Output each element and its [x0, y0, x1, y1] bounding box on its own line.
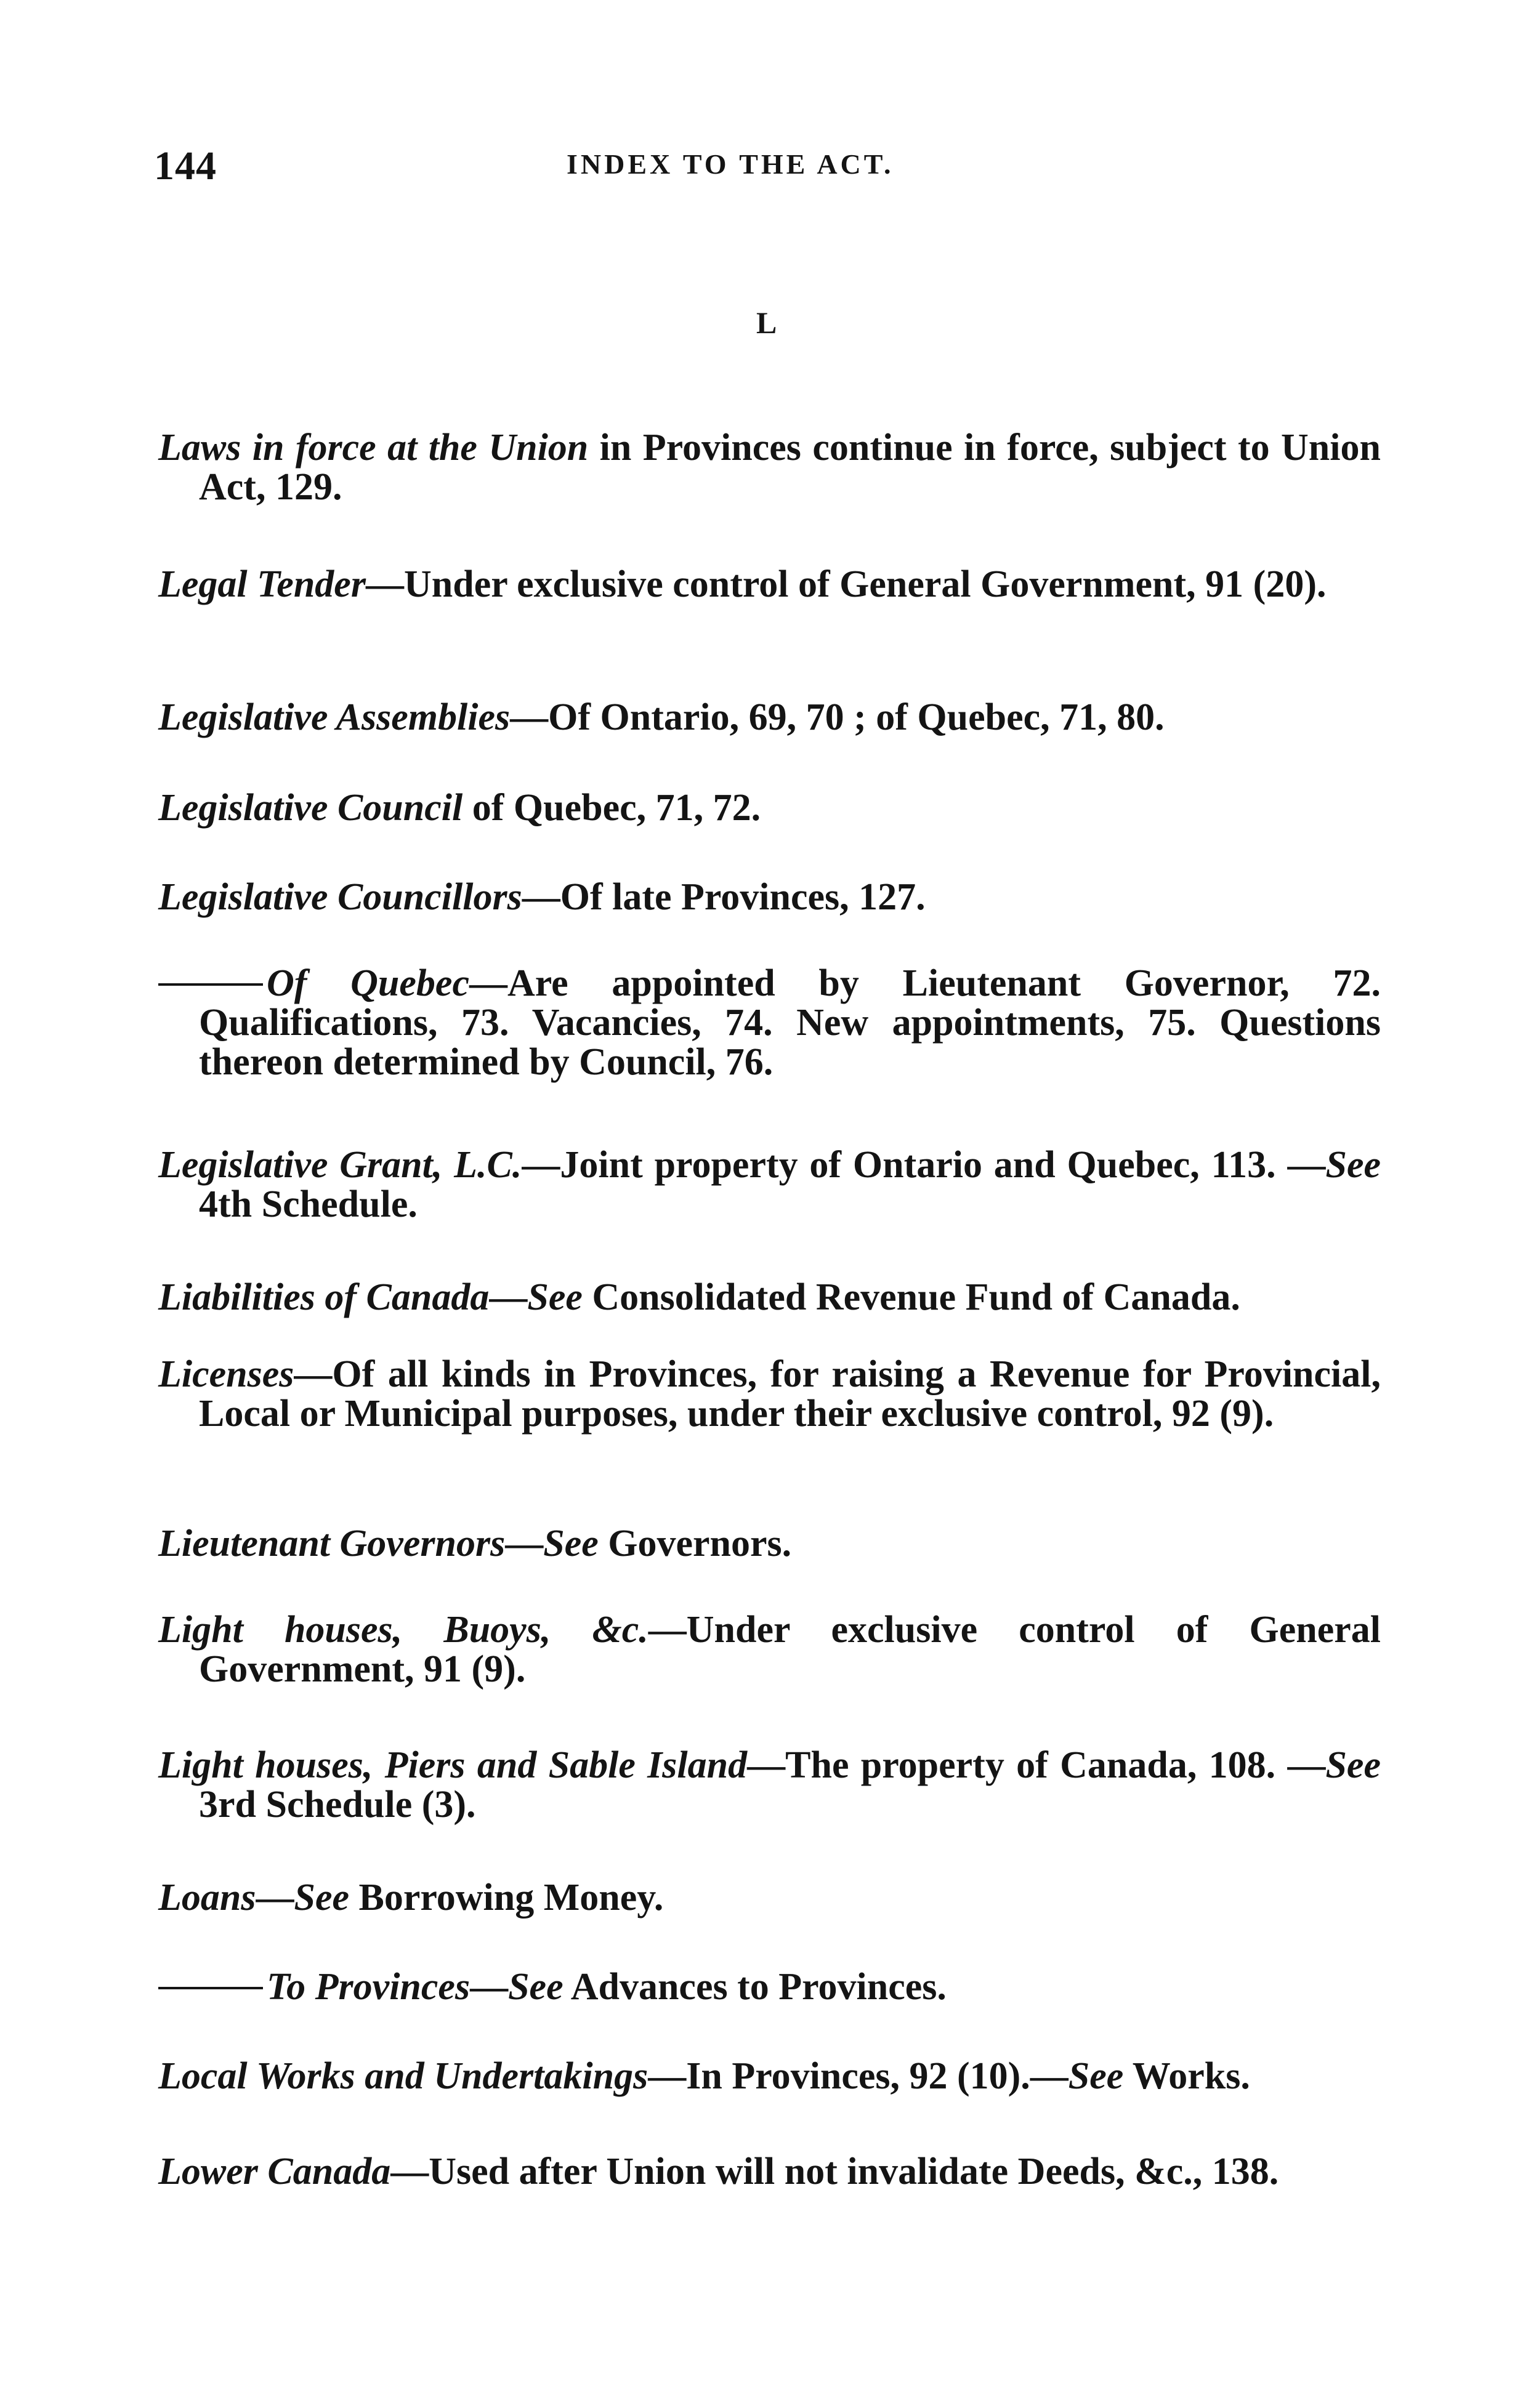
index-entry: [158, 1878, 1381, 1917]
entry-text: 4th Schedule.: [199, 1183, 418, 1225]
entry-term: Lower Canada: [158, 2151, 391, 2193]
see-reference: See: [508, 1966, 564, 2008]
see-reference: See: [527, 1276, 583, 1318]
entry-term: Legal Tender: [158, 563, 366, 605]
em-rule: [158, 1987, 263, 1989]
entry-term: Legislative Council: [158, 787, 463, 829]
entry-text: —Joint property of Ontario and Quebec, 113. —: [522, 1144, 1326, 1186]
index-entry: [158, 698, 1381, 737]
entry-term: Legislative Assemblies: [158, 696, 511, 738]
entry-term: Liabilities of Canada: [158, 1276, 490, 1318]
entry-text: in Provinces continue in force, subject to Union Act, 129.: [199, 427, 1381, 508]
see-reference: See: [1068, 2055, 1124, 2097]
entry-term: Legislative Grant, L.C.: [158, 1144, 522, 1186]
index-entry: [158, 2152, 1381, 2191]
see-reference: See: [1325, 1144, 1381, 1186]
entry-term: Lieutenant Governors: [158, 1523, 506, 1564]
entry-text: Governors.: [598, 1523, 792, 1564]
entry-text: —Used after Union will not invalidate Deeds, &c., 138.: [390, 2151, 1279, 2193]
entry-text: —Under exclusive control of General Government, 91 (20).: [365, 563, 1327, 605]
index-entry: [158, 2056, 1381, 2096]
entry-text: Advances to Provinces.: [563, 1966, 947, 2008]
entry-term: Light houses, Buoys, &c.: [158, 1609, 648, 1651]
index-entry: [158, 565, 1381, 604]
see-reference: See: [1325, 1744, 1381, 1786]
entry-text: Borrowing Money.: [349, 1877, 664, 1919]
entry-text: —The property of Canada, 108. —: [747, 1744, 1326, 1786]
entry-term: Loans: [158, 1877, 256, 1919]
index-entry: [158, 1145, 1381, 1224]
entry-term: Legislative Councillors: [158, 876, 522, 918]
entry-text: 3rd Schedule (3).: [199, 1784, 476, 1826]
entry-term: Of Quebec: [267, 962, 469, 1004]
index-entry: [158, 788, 1381, 827]
see-reference: See: [294, 1877, 350, 1919]
entry-text: —: [256, 1877, 294, 1919]
index-entry: [158, 1355, 1381, 1433]
entry-text: —Under exclusive control of General Government, 91 (9).: [199, 1609, 1381, 1690]
index-entry: [158, 1524, 1381, 1563]
entry-term: To Provinces: [267, 1966, 471, 2008]
entry-text: of Quebec, 71, 72.: [463, 787, 761, 829]
entry-term: Laws in force at the Union: [158, 427, 589, 469]
em-rule: [158, 983, 263, 986]
entry-term: Licenses: [158, 1353, 294, 1395]
running-head: [154, 143, 1386, 192]
running-title: INDEX TO THE ACT.: [567, 148, 894, 180]
entry-text: —Of late Provinces, 127.: [522, 876, 926, 918]
index-entry: [158, 1610, 1381, 1689]
page-number: 144: [154, 143, 217, 188]
entry-text: —: [505, 1523, 544, 1564]
entry-text: —: [489, 1276, 528, 1318]
see-reference: See: [543, 1523, 599, 1564]
section-letter: L: [756, 305, 777, 340]
index-entry: [158, 428, 1381, 507]
index-subentry: [158, 1967, 1381, 2007]
entry-text: —Of Ontario, 69, 70 ; of Quebec, 71, 80.: [510, 696, 1165, 738]
index-entry: [158, 1746, 1381, 1824]
entry-term: Local Works and Undertakings: [158, 2055, 648, 2097]
entry-term: Light houses, Piers and Sable Island: [158, 1744, 748, 1786]
entry-text: —Are appointed by Lieutenant Governor, 72. Qualifications, 73. Vacancies, 74. New appointments, 75. Questions thereon determined by Council, 76.: [199, 962, 1381, 1083]
entry-text: —Of all kinds in Provinces, for raising a Revenue for Provincial, Local or Municipal purposes, under their exclusive control, 92 (9).: [199, 1353, 1381, 1435]
entry-text: Consolidated Revenue Fund of Canada.: [582, 1276, 1240, 1318]
entry-text: —In Provinces, 92 (10).—: [648, 2055, 1068, 2097]
index-entry: [158, 877, 1381, 917]
index-subentry: [158, 964, 1381, 1082]
entry-text: —: [470, 1966, 509, 2008]
entry-text: Works.: [1123, 2055, 1250, 2097]
index-entry: [158, 1278, 1381, 1317]
